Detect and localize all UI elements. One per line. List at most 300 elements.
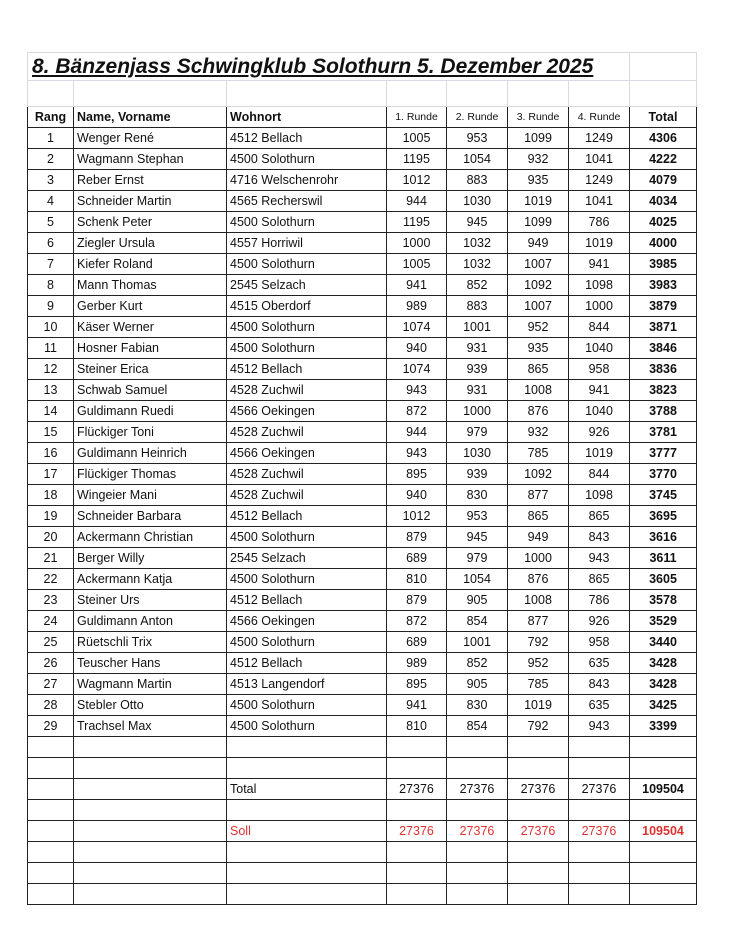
- runde-2-cell[interactable]: 854: [447, 716, 508, 737]
- total-cell[interactable]: 4222: [630, 149, 697, 170]
- runde-4-cell[interactable]: 843: [569, 674, 630, 695]
- empty-cell[interactable]: [508, 758, 569, 779]
- wohnort-cell[interactable]: 4500 Solothurn: [227, 632, 387, 653]
- wohnort-cell[interactable]: 4500 Solothurn: [227, 254, 387, 275]
- runde-3-cell[interactable]: 935: [508, 338, 569, 359]
- rang-cell[interactable]: 26: [28, 653, 74, 674]
- wohnort-cell[interactable]: 4512 Bellach: [227, 506, 387, 527]
- rang-cell[interactable]: 19: [28, 506, 74, 527]
- runde-1-cell[interactable]: 1000: [387, 233, 447, 254]
- empty-cell[interactable]: [447, 758, 508, 779]
- name-cell[interactable]: Wagmann Martin: [74, 674, 227, 695]
- runde-2-cell[interactable]: 1000: [447, 401, 508, 422]
- empty-cell[interactable]: [387, 800, 447, 821]
- total-cell[interactable]: 4306: [630, 128, 697, 149]
- total-cell[interactable]: 3985: [630, 254, 697, 275]
- empty-cell[interactable]: [447, 863, 508, 884]
- empty-cell[interactable]: [74, 884, 227, 905]
- wohnort-cell[interactable]: 4512 Bellach: [227, 653, 387, 674]
- total-cell[interactable]: 3777: [630, 443, 697, 464]
- soll-label[interactable]: Soll: [227, 821, 387, 842]
- runde-2-cell[interactable]: 1054: [447, 149, 508, 170]
- runde-1-cell[interactable]: 689: [387, 548, 447, 569]
- total-cell[interactable]: 3871: [630, 317, 697, 338]
- rang-cell[interactable]: 12: [28, 359, 74, 380]
- wohnort-cell[interactable]: 4500 Solothurn: [227, 212, 387, 233]
- runde-1-cell[interactable]: 895: [387, 674, 447, 695]
- runde-2-cell[interactable]: 939: [447, 359, 508, 380]
- total-cell[interactable]: 3983: [630, 275, 697, 296]
- runde-2-cell[interactable]: 953: [447, 506, 508, 527]
- runde-4-cell[interactable]: 1041: [569, 191, 630, 212]
- wohnort-cell[interactable]: 4528 Zuchwil: [227, 485, 387, 506]
- runde-3-cell[interactable]: 792: [508, 716, 569, 737]
- empty-cell[interactable]: [28, 842, 74, 863]
- name-cell[interactable]: Rüetschli Trix: [74, 632, 227, 653]
- header-wohnort[interactable]: Wohnort: [227, 107, 387, 128]
- runde-3-cell[interactable]: 932: [508, 149, 569, 170]
- rang-cell[interactable]: 21: [28, 548, 74, 569]
- empty-cell[interactable]: [74, 81, 227, 107]
- name-cell[interactable]: Guldimann Heinrich: [74, 443, 227, 464]
- total-cell[interactable]: 3770: [630, 464, 697, 485]
- empty-cell[interactable]: [28, 81, 74, 107]
- wohnort-cell[interactable]: 4513 Langendorf: [227, 674, 387, 695]
- wohnort-cell[interactable]: 4500 Solothurn: [227, 149, 387, 170]
- wohnort-cell[interactable]: 4528 Zuchwil: [227, 464, 387, 485]
- total-cell[interactable]: 3846: [630, 338, 697, 359]
- wohnort-cell[interactable]: 4500 Solothurn: [227, 527, 387, 548]
- header-runde-4[interactable]: 4. Runde: [569, 107, 630, 128]
- runde-3-cell[interactable]: 1019: [508, 191, 569, 212]
- runde-3-cell[interactable]: 1099: [508, 212, 569, 233]
- runde-1-cell[interactable]: 941: [387, 695, 447, 716]
- runde-4-cell[interactable]: 635: [569, 695, 630, 716]
- soll-total[interactable]: 109504: [630, 821, 697, 842]
- rang-cell[interactable]: 14: [28, 401, 74, 422]
- runde-2-cell[interactable]: 953: [447, 128, 508, 149]
- total-cell[interactable]: 3788: [630, 401, 697, 422]
- runde-2-cell[interactable]: 945: [447, 527, 508, 548]
- empty-cell[interactable]: [387, 737, 447, 758]
- runde-4-cell[interactable]: 1098: [569, 275, 630, 296]
- runde-3-cell[interactable]: 1000: [508, 548, 569, 569]
- total-runde-3[interactable]: 27376: [508, 779, 569, 800]
- runde-1-cell[interactable]: 1074: [387, 359, 447, 380]
- empty-cell[interactable]: [74, 737, 227, 758]
- empty-cell[interactable]: [227, 842, 387, 863]
- runde-1-cell[interactable]: 989: [387, 296, 447, 317]
- runde-3-cell[interactable]: 1007: [508, 296, 569, 317]
- runde-4-cell[interactable]: 1098: [569, 485, 630, 506]
- empty-cell[interactable]: [387, 863, 447, 884]
- empty-cell[interactable]: [630, 800, 697, 821]
- rang-cell[interactable]: 28: [28, 695, 74, 716]
- empty-cell[interactable]: [74, 821, 227, 842]
- empty-cell[interactable]: [569, 81, 630, 107]
- rang-cell[interactable]: 29: [28, 716, 74, 737]
- empty-cell[interactable]: [630, 842, 697, 863]
- runde-4-cell[interactable]: 865: [569, 569, 630, 590]
- name-cell[interactable]: Teuscher Hans: [74, 653, 227, 674]
- runde-4-cell[interactable]: 1019: [569, 233, 630, 254]
- rang-cell[interactable]: 6: [28, 233, 74, 254]
- wohnort-cell[interactable]: 4566 Oekingen: [227, 401, 387, 422]
- runde-4-cell[interactable]: 941: [569, 380, 630, 401]
- runde-4-cell[interactable]: 1041: [569, 149, 630, 170]
- empty-cell[interactable]: [508, 863, 569, 884]
- rang-cell[interactable]: 11: [28, 338, 74, 359]
- runde-3-cell[interactable]: 876: [508, 401, 569, 422]
- empty-cell[interactable]: [630, 758, 697, 779]
- runde-4-cell[interactable]: 844: [569, 317, 630, 338]
- total-total[interactable]: 109504: [630, 779, 697, 800]
- total-cell[interactable]: 3695: [630, 506, 697, 527]
- total-cell[interactable]: 3529: [630, 611, 697, 632]
- name-cell[interactable]: Guldimann Ruedi: [74, 401, 227, 422]
- empty-cell[interactable]: [508, 737, 569, 758]
- total-label[interactable]: Total: [227, 779, 387, 800]
- runde-1-cell[interactable]: 989: [387, 653, 447, 674]
- name-cell[interactable]: Wagmann Stephan: [74, 149, 227, 170]
- runde-3-cell[interactable]: 952: [508, 317, 569, 338]
- empty-cell[interactable]: [227, 758, 387, 779]
- empty-cell[interactable]: [447, 81, 508, 107]
- empty-cell[interactable]: [508, 884, 569, 905]
- runde-2-cell[interactable]: 1001: [447, 632, 508, 653]
- soll-runde-4[interactable]: 27376: [569, 821, 630, 842]
- empty-cell[interactable]: [569, 863, 630, 884]
- empty-cell[interactable]: [74, 800, 227, 821]
- runde-4-cell[interactable]: 1000: [569, 296, 630, 317]
- runde-3-cell[interactable]: 1092: [508, 464, 569, 485]
- rang-cell[interactable]: 13: [28, 380, 74, 401]
- rang-cell[interactable]: 22: [28, 569, 74, 590]
- wohnort-cell[interactable]: 4500 Solothurn: [227, 695, 387, 716]
- runde-1-cell[interactable]: 1012: [387, 506, 447, 527]
- total-cell[interactable]: 4000: [630, 233, 697, 254]
- runde-4-cell[interactable]: 943: [569, 716, 630, 737]
- runde-3-cell[interactable]: 785: [508, 443, 569, 464]
- header-name[interactable]: Name, Vorname: [74, 107, 227, 128]
- runde-3-cell[interactable]: 932: [508, 422, 569, 443]
- runde-3-cell[interactable]: 949: [508, 233, 569, 254]
- runde-2-cell[interactable]: 931: [447, 338, 508, 359]
- total-cell[interactable]: 3425: [630, 695, 697, 716]
- wohnort-cell[interactable]: 4512 Bellach: [227, 128, 387, 149]
- rang-cell[interactable]: 7: [28, 254, 74, 275]
- runde-2-cell[interactable]: 979: [447, 422, 508, 443]
- rang-cell[interactable]: 27: [28, 674, 74, 695]
- empty-cell[interactable]: [387, 758, 447, 779]
- runde-4-cell[interactable]: 865: [569, 506, 630, 527]
- empty-cell[interactable]: [28, 821, 74, 842]
- runde-2-cell[interactable]: 1054: [447, 569, 508, 590]
- empty-cell[interactable]: [569, 737, 630, 758]
- empty-cell[interactable]: [569, 842, 630, 863]
- runde-1-cell[interactable]: 879: [387, 590, 447, 611]
- runde-1-cell[interactable]: 872: [387, 401, 447, 422]
- empty-cell[interactable]: [387, 842, 447, 863]
- runde-3-cell[interactable]: 876: [508, 569, 569, 590]
- runde-3-cell[interactable]: 1019: [508, 695, 569, 716]
- runde-1-cell[interactable]: 943: [387, 380, 447, 401]
- runde-2-cell[interactable]: 852: [447, 275, 508, 296]
- total-cell[interactable]: 3399: [630, 716, 697, 737]
- rang-cell[interactable]: 4: [28, 191, 74, 212]
- total-cell[interactable]: 3823: [630, 380, 697, 401]
- wohnort-cell[interactable]: 4500 Solothurn: [227, 338, 387, 359]
- runde-4-cell[interactable]: 958: [569, 632, 630, 653]
- runde-2-cell[interactable]: 905: [447, 674, 508, 695]
- runde-2-cell[interactable]: 852: [447, 653, 508, 674]
- runde-4-cell[interactable]: 786: [569, 590, 630, 611]
- wohnort-cell[interactable]: 4500 Solothurn: [227, 716, 387, 737]
- total-cell[interactable]: 3836: [630, 359, 697, 380]
- total-cell[interactable]: 3440: [630, 632, 697, 653]
- runde-4-cell[interactable]: 786: [569, 212, 630, 233]
- runde-4-cell[interactable]: 1019: [569, 443, 630, 464]
- runde-2-cell[interactable]: 939: [447, 464, 508, 485]
- empty-cell[interactable]: [227, 800, 387, 821]
- empty-cell[interactable]: [508, 800, 569, 821]
- runde-3-cell[interactable]: 877: [508, 485, 569, 506]
- runde-4-cell[interactable]: 943: [569, 548, 630, 569]
- name-cell[interactable]: Schwab Samuel: [74, 380, 227, 401]
- rang-cell[interactable]: 17: [28, 464, 74, 485]
- empty-cell[interactable]: [508, 842, 569, 863]
- name-cell[interactable]: Gerber Kurt: [74, 296, 227, 317]
- total-cell[interactable]: 4025: [630, 212, 697, 233]
- runde-2-cell[interactable]: 905: [447, 590, 508, 611]
- wohnort-cell[interactable]: 4565 Recherswil: [227, 191, 387, 212]
- runde-3-cell[interactable]: 877: [508, 611, 569, 632]
- rang-cell[interactable]: 8: [28, 275, 74, 296]
- empty-cell[interactable]: [630, 884, 697, 905]
- total-runde-2[interactable]: 27376: [447, 779, 508, 800]
- empty-cell[interactable]: [227, 737, 387, 758]
- runde-1-cell[interactable]: 940: [387, 338, 447, 359]
- name-cell[interactable]: Flückiger Toni: [74, 422, 227, 443]
- runde-1-cell[interactable]: 872: [387, 611, 447, 632]
- empty-cell[interactable]: [447, 800, 508, 821]
- runde-3-cell[interactable]: 792: [508, 632, 569, 653]
- empty-cell[interactable]: [630, 863, 697, 884]
- total-cell[interactable]: 3781: [630, 422, 697, 443]
- wohnort-cell[interactable]: 4528 Zuchwil: [227, 380, 387, 401]
- total-runde-4[interactable]: 27376: [569, 779, 630, 800]
- runde-1-cell[interactable]: 810: [387, 569, 447, 590]
- total-cell[interactable]: 3745: [630, 485, 697, 506]
- runde-4-cell[interactable]: 843: [569, 527, 630, 548]
- name-cell[interactable]: Wenger René: [74, 128, 227, 149]
- name-cell[interactable]: Stebler Otto: [74, 695, 227, 716]
- runde-3-cell[interactable]: 865: [508, 506, 569, 527]
- empty-cell[interactable]: [74, 758, 227, 779]
- runde-1-cell[interactable]: 1074: [387, 317, 447, 338]
- runde-2-cell[interactable]: 883: [447, 296, 508, 317]
- rang-cell[interactable]: 23: [28, 590, 74, 611]
- name-cell[interactable]: Berger Willy: [74, 548, 227, 569]
- empty-cell[interactable]: [28, 863, 74, 884]
- runde-1-cell[interactable]: 1195: [387, 149, 447, 170]
- runde-3-cell[interactable]: 785: [508, 674, 569, 695]
- wohnort-cell[interactable]: 4528 Zuchwil: [227, 422, 387, 443]
- rang-cell[interactable]: 16: [28, 443, 74, 464]
- name-cell[interactable]: Hosner Fabian: [74, 338, 227, 359]
- runde-4-cell[interactable]: 941: [569, 254, 630, 275]
- total-cell[interactable]: 4079: [630, 170, 697, 191]
- runde-4-cell[interactable]: 635: [569, 653, 630, 674]
- total-runde-1[interactable]: 27376: [387, 779, 447, 800]
- runde-2-cell[interactable]: 830: [447, 695, 508, 716]
- wohnort-cell[interactable]: 4515 Oberdorf: [227, 296, 387, 317]
- name-cell[interactable]: Wingeier Mani: [74, 485, 227, 506]
- runde-1-cell[interactable]: 1012: [387, 170, 447, 191]
- name-cell[interactable]: Schenk Peter: [74, 212, 227, 233]
- empty-cell[interactable]: [74, 863, 227, 884]
- header-rang[interactable]: Rang: [28, 107, 74, 128]
- header-runde-1[interactable]: 1. Runde: [387, 107, 447, 128]
- rang-cell[interactable]: 5: [28, 212, 74, 233]
- total-cell[interactable]: 3578: [630, 590, 697, 611]
- header-runde-2[interactable]: 2. Runde: [447, 107, 508, 128]
- runde-2-cell[interactable]: 883: [447, 170, 508, 191]
- runde-2-cell[interactable]: 1032: [447, 254, 508, 275]
- runde-2-cell[interactable]: 945: [447, 212, 508, 233]
- runde-1-cell[interactable]: 941: [387, 275, 447, 296]
- empty-cell[interactable]: [569, 800, 630, 821]
- empty-cell[interactable]: [74, 842, 227, 863]
- runde-4-cell[interactable]: 958: [569, 359, 630, 380]
- rang-cell[interactable]: 20: [28, 527, 74, 548]
- runde-4-cell[interactable]: 844: [569, 464, 630, 485]
- name-cell[interactable]: Trachsel Max: [74, 716, 227, 737]
- empty-cell[interactable]: [569, 758, 630, 779]
- empty-cell[interactable]: [28, 800, 74, 821]
- empty-cell[interactable]: [630, 737, 697, 758]
- total-cell[interactable]: 3616: [630, 527, 697, 548]
- empty-cell[interactable]: [227, 81, 387, 107]
- soll-runde-3[interactable]: 27376: [508, 821, 569, 842]
- name-cell[interactable]: Ziegler Ursula: [74, 233, 227, 254]
- runde-3-cell[interactable]: 1008: [508, 590, 569, 611]
- empty-cell[interactable]: [447, 884, 508, 905]
- wohnort-cell[interactable]: 4500 Solothurn: [227, 317, 387, 338]
- runde-2-cell[interactable]: 931: [447, 380, 508, 401]
- rang-cell[interactable]: 3: [28, 170, 74, 191]
- wohnort-cell[interactable]: 4716 Welschenrohr: [227, 170, 387, 191]
- runde-1-cell[interactable]: 1195: [387, 212, 447, 233]
- total-cell[interactable]: 3428: [630, 653, 697, 674]
- rang-cell[interactable]: 2: [28, 149, 74, 170]
- total-cell[interactable]: 3605: [630, 569, 697, 590]
- runde-2-cell[interactable]: 854: [447, 611, 508, 632]
- name-cell[interactable]: Flückiger Thomas: [74, 464, 227, 485]
- header-total[interactable]: Total: [630, 107, 697, 128]
- empty-cell[interactable]: [28, 884, 74, 905]
- header-runde-3[interactable]: 3. Runde: [508, 107, 569, 128]
- runde-1-cell[interactable]: 1005: [387, 128, 447, 149]
- runde-3-cell[interactable]: 935: [508, 170, 569, 191]
- runde-1-cell[interactable]: 689: [387, 632, 447, 653]
- runde-1-cell[interactable]: 944: [387, 422, 447, 443]
- wohnort-cell[interactable]: 2545 Selzach: [227, 275, 387, 296]
- runde-2-cell[interactable]: 830: [447, 485, 508, 506]
- empty-cell[interactable]: [630, 81, 697, 107]
- name-cell[interactable]: Ackermann Christian: [74, 527, 227, 548]
- wohnort-cell[interactable]: 4566 Oekingen: [227, 443, 387, 464]
- empty-cell[interactable]: [387, 884, 447, 905]
- empty-cell[interactable]: [447, 737, 508, 758]
- empty-cell[interactable]: [28, 737, 74, 758]
- runde-2-cell[interactable]: 979: [447, 548, 508, 569]
- runde-2-cell[interactable]: 1030: [447, 191, 508, 212]
- runde-2-cell[interactable]: 1030: [447, 443, 508, 464]
- empty-cell[interactable]: [630, 53, 697, 81]
- runde-3-cell[interactable]: 1008: [508, 380, 569, 401]
- runde-1-cell[interactable]: 810: [387, 716, 447, 737]
- soll-runde-1[interactable]: 27376: [387, 821, 447, 842]
- empty-cell[interactable]: [387, 81, 447, 107]
- runde-3-cell[interactable]: 1099: [508, 128, 569, 149]
- empty-cell[interactable]: [508, 81, 569, 107]
- empty-cell[interactable]: [569, 884, 630, 905]
- runde-4-cell[interactable]: 1040: [569, 338, 630, 359]
- name-cell[interactable]: Guldimann Anton: [74, 611, 227, 632]
- name-cell[interactable]: Ackermann Katja: [74, 569, 227, 590]
- name-cell[interactable]: Steiner Urs: [74, 590, 227, 611]
- runde-4-cell[interactable]: 1249: [569, 128, 630, 149]
- name-cell[interactable]: Schneider Barbara: [74, 506, 227, 527]
- rang-cell[interactable]: 1: [28, 128, 74, 149]
- name-cell[interactable]: Steiner Erica: [74, 359, 227, 380]
- runde-3-cell[interactable]: 1007: [508, 254, 569, 275]
- runde-1-cell[interactable]: 940: [387, 485, 447, 506]
- name-cell[interactable]: Schneider Martin: [74, 191, 227, 212]
- empty-cell[interactable]: [227, 863, 387, 884]
- name-cell[interactable]: Käser Werner: [74, 317, 227, 338]
- wohnort-cell[interactable]: 4557 Horriwil: [227, 233, 387, 254]
- name-cell[interactable]: Mann Thomas: [74, 275, 227, 296]
- rang-cell[interactable]: 24: [28, 611, 74, 632]
- runde-1-cell[interactable]: 943: [387, 443, 447, 464]
- rang-cell[interactable]: 9: [28, 296, 74, 317]
- wohnort-cell[interactable]: 4512 Bellach: [227, 359, 387, 380]
- rang-cell[interactable]: 15: [28, 422, 74, 443]
- total-cell[interactable]: 4034: [630, 191, 697, 212]
- runde-3-cell[interactable]: 865: [508, 359, 569, 380]
- runde-4-cell[interactable]: 1040: [569, 401, 630, 422]
- runde-2-cell[interactable]: 1032: [447, 233, 508, 254]
- runde-1-cell[interactable]: 944: [387, 191, 447, 212]
- rang-cell[interactable]: 18: [28, 485, 74, 506]
- wohnort-cell[interactable]: 2545 Selzach: [227, 548, 387, 569]
- name-cell[interactable]: Kiefer Roland: [74, 254, 227, 275]
- runde-4-cell[interactable]: 926: [569, 611, 630, 632]
- rang-cell[interactable]: 10: [28, 317, 74, 338]
- runde-3-cell[interactable]: 952: [508, 653, 569, 674]
- rang-cell[interactable]: 25: [28, 632, 74, 653]
- runde-2-cell[interactable]: 1001: [447, 317, 508, 338]
- empty-cell[interactable]: [28, 758, 74, 779]
- wohnort-cell[interactable]: 4566 Oekingen: [227, 611, 387, 632]
- soll-runde-2[interactable]: 27376: [447, 821, 508, 842]
- empty-cell[interactable]: [74, 779, 227, 800]
- total-cell[interactable]: 3428: [630, 674, 697, 695]
- runde-3-cell[interactable]: 1092: [508, 275, 569, 296]
- wohnort-cell[interactable]: 4512 Bellach: [227, 590, 387, 611]
